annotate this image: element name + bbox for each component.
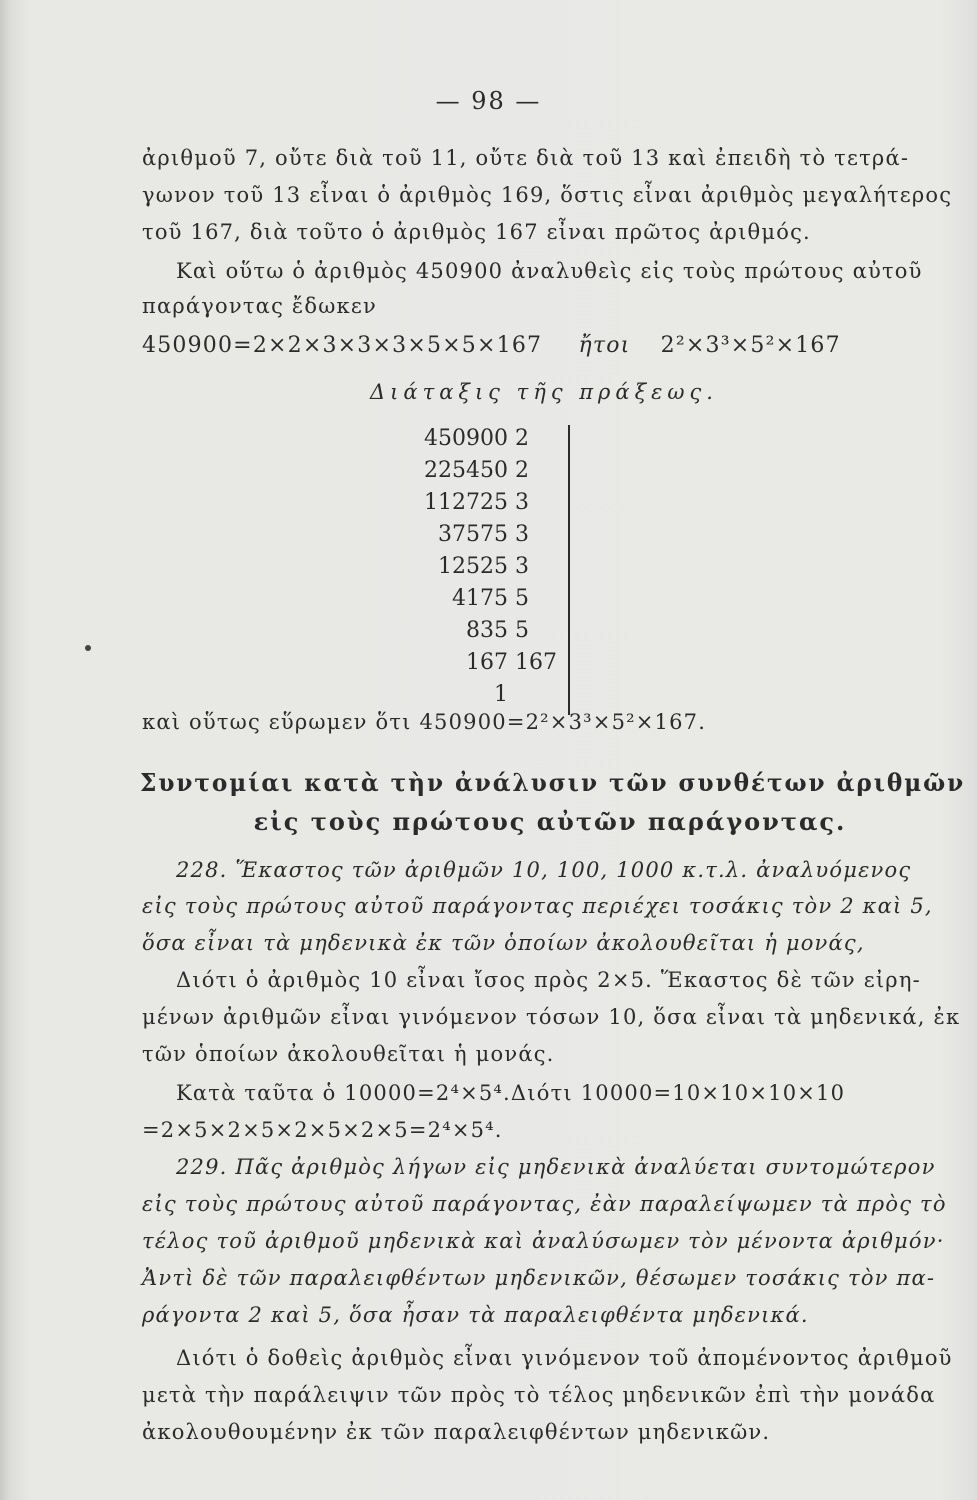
text-line: μετὰ τὴν παράλειψιν τῶν πρὸς τὸ τέλος μηδενικῶν ἐπὶ τὴν μονάδα: [142, 1383, 936, 1407]
table-row: [440, 676, 660, 708]
text-line: γωνον τοῦ 13 εἶναι ὁ ἀριθμὸς 169, ὅστις εἶναι ἀριθμὸς μεγαλήτερος: [142, 183, 953, 207]
table-row: [424, 484, 660, 516]
text-line: Διότι ὁ δοθεὶς ἀριθμὸς εἶναι γινόμενον τοῦ ἀπομένοντος ἀριθμοῦ: [176, 1346, 953, 1370]
arrangement-title: Διάταξις τῆς πράξεως.: [370, 380, 718, 404]
divisor: 2: [515, 458, 529, 483]
text-line: Ἀντὶ δὲ τῶν παραλειφθέντων μηδενικῶν, θέσωμεν τοσάκις τὸν πα-: [142, 1266, 936, 1290]
table-row: [440, 580, 660, 612]
table-row: [424, 452, 660, 484]
section-heading: Συντομίαι κατὰ τὴν ἀνάλυσιν τῶν συνθέτων ἀριθμῶν: [140, 768, 966, 797]
dividend: 167: [466, 650, 508, 675]
text-line: Διότι ὁ ἀριθμὸς 10 εἶναι ἴσος πρὸς 2×5. Ἕκαστος δὲ τῶν εἰρη-: [176, 968, 921, 992]
dividend: 835: [466, 618, 508, 643]
divisor: 3: [515, 522, 529, 547]
text-line: Καὶ οὕτω ὁ ἀριθμὸς 450900 ἀναλυθεὶς εἰς τοὺς πρώτους αὐτοῦ: [176, 259, 923, 283]
text-line: ἀριθμοῦ 7, οὔτε διὰ τοῦ 11, οὔτε διὰ τοῦ 13 καὶ ἐπειδὴ τὸ τετρά-: [142, 146, 910, 170]
section-heading: εἰς τοὺς πρώτους αὐτῶν παράγοντας.: [253, 807, 847, 836]
divisor: 5: [515, 586, 529, 611]
divisor: 167: [515, 650, 557, 675]
table-row: [424, 420, 660, 452]
factorization-left: 450900=2×2×3×3×3×5×5×167: [142, 333, 543, 358]
text-line: τοῦ 167, διὰ τοῦτο ὁ ἀριθμὸς 167 εἶναι πρῶτος ἀριθμός.: [142, 220, 811, 244]
text-line: τέλος τοῦ ἀριθμοῦ μηδενικὰ καὶ ἀναλύσωμεν τὸν μένοντα ἀριθμόν·: [142, 1229, 945, 1253]
dividend: 4175: [452, 586, 508, 611]
text-line: εἰς τοὺς πρώτους αὐτοῦ παράγοντας, ἐὰν παραλείψωμεν τὰ πρὸς τὸ: [142, 1192, 947, 1216]
divisor: 3: [515, 554, 529, 579]
dividend: 37575: [438, 522, 508, 547]
text-line: ράγοντα 2 καὶ 5, ὅσα ἦσαν τὰ παραλειφθέντα μηδενικά.: [142, 1303, 809, 1327]
table-row: [440, 644, 660, 676]
division-table: [424, 420, 660, 708]
dividend: 225450: [424, 458, 508, 483]
dividend: 450900: [424, 426, 508, 451]
dividend: 12525: [438, 554, 508, 579]
text-line: ἀκολουθουμένην ἐκ τῶν παραλειφθέντων μηδενικῶν.: [142, 1420, 771, 1444]
text-line: μένων ἀριθμῶν εἶναι γινόμενον τόσων 10, ὅσα εἶναι τὰ μηδενικά, ἐκ: [142, 1005, 961, 1029]
divisor: 5: [515, 618, 529, 643]
page-number: — 98 —: [435, 87, 542, 115]
dividend: 112725: [424, 490, 508, 515]
text-line: 229. Πᾶς ἀριθμὸς λήγων εἰς μηδενικὰ ἀναλύεται συντομώτερον: [176, 1155, 936, 1179]
text-line: εἰς τοὺς πρώτους αὐτοῦ παράγοντας περιέχει τοσάκις τὸν 2 καὶ 5,: [142, 894, 933, 918]
conclusion-line: καὶ οὕτως εὕρωμεν ὅτι 450900=2²×3³×5²×167.: [142, 710, 707, 734]
divisor: 2: [515, 426, 529, 451]
text-line: =2×5×2×5×2×5×2×5=2⁴×5⁴.: [142, 1118, 503, 1142]
ink-speck: [85, 645, 91, 651]
table-row: [440, 516, 660, 548]
text-line: 228. Ἕκαστος τῶν ἀριθμῶν 10, 100, 1000 κ.τ.λ. ἀναλυόμενος: [176, 858, 912, 882]
dividend: 1: [494, 682, 508, 707]
divisor: 3: [515, 490, 529, 515]
factorization-right: 2²×3³×5²×167: [660, 333, 841, 358]
text-line: Κατὰ ταῦτα ὁ 10000=2⁴×5⁴.Διότι 10000=10×10×10×10: [176, 1081, 846, 1105]
factorization-middle: ἤτοι: [578, 333, 631, 358]
text-line: παράγοντας ἔδωκεν: [142, 294, 377, 318]
table-row: [440, 612, 660, 644]
table-row: [440, 548, 660, 580]
table-divider: [568, 425, 570, 715]
text-line: ὅσα εἶναι τὰ μηδενικὰ ἐκ τῶν ὁποίων ἀκολουθεῖται ἡ μονάς,: [142, 931, 865, 955]
text-line: τῶν ὁποίων ἀκολουθεῖται ἡ μονάς.: [142, 1042, 555, 1066]
factorization-line: [142, 335, 959, 357]
